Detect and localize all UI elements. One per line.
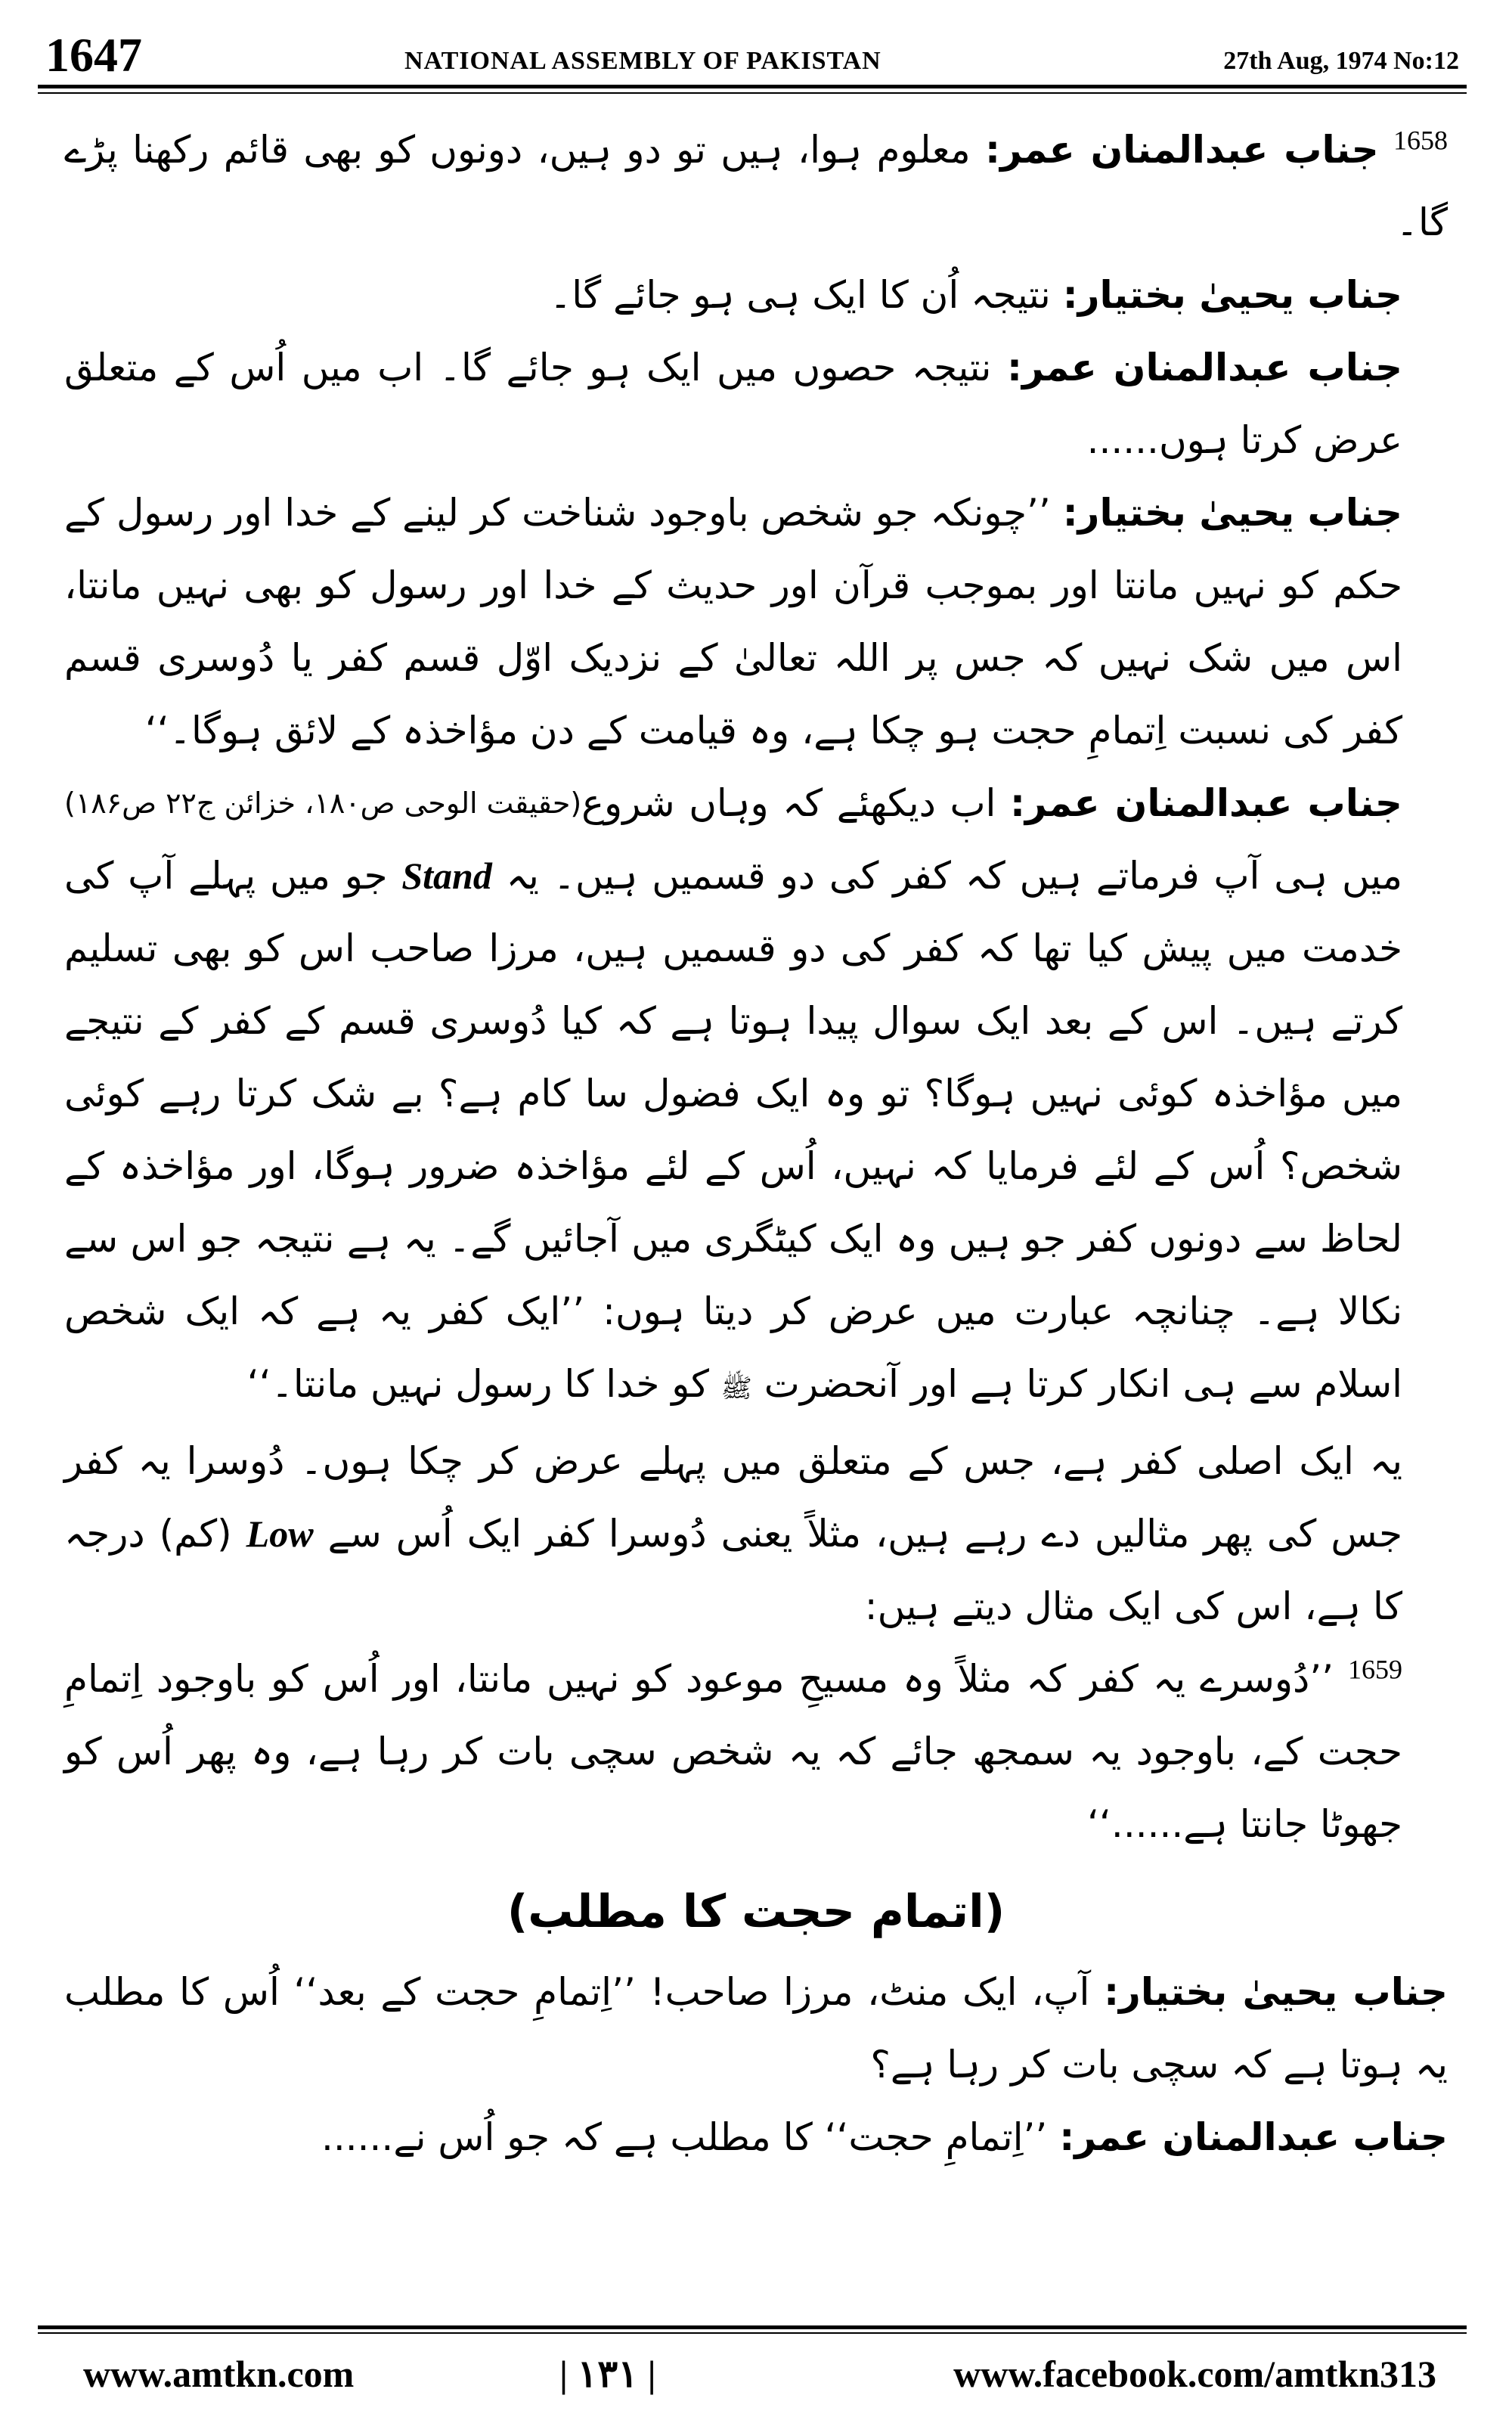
paragraph-text: معلوم ہوا، ہیں تو دو ہیں، دونوں کو بھی قائم رکھنا پڑے گا۔ (64, 128, 1448, 244)
paragraph-text: اب دیکھئے کہ وہاں شروع میں ہی آپ فرماتے ہیں کہ کفر کی دو قسمیں ہیں۔ یہ (506, 781, 1402, 898)
section-title: (اتمام حجت کا مطلب) (507, 1885, 1005, 1938)
speaker-name: جناب عبدالمنان عمر: (1007, 346, 1403, 389)
footnote-ref: 1658 (1393, 125, 1448, 156)
paragraph-text: جو میں پہلے آپ کی خدمت میں پیش کیا تھا کہ کفر کی دو قسمیں ہیں، مرزا صاحب اس کو بھی تسلیم کرتے ہیں۔ اس کے بعد ایک سوال پیدا ہوتا ہے کہ کیا دُوسری قسم کے کفر کے نتیجے میں مؤاخذہ کوئی نہیں ہوگا؟ تو وہ ایک فضول سا کام ہے؟ بے شک کرتا رہے کوئی شخص؟ اُس کے لئے فرمایا کہ نہیں، اُس کے لئے مؤاخذہ ضرور ہوگا، اور مؤاخذہ کے لحاظ سے دونوں کفر جو ہیں وہ ایک کیٹگری میں آجائیں گے۔ یہ ہے نتیجہ جو اس سے نکالا ہے۔ چنانچہ عبارت میں عرض کر دیتا ہوں: ’’ایک کفر یہ ہے کہ ایک شخص اسلام سے ہی انکار کرتا ہے اور آنحضرت (64, 854, 1402, 1406)
paragraph-6 (64, 1425, 1448, 1643)
paragraph-text: ’’اِتمامِ حجت‘‘ کا مطلب ہے کہ جو اُس نے...... (321, 2115, 1048, 2159)
paragraph-text: (کم) درجہ کا ہے، اس کی ایک مثال دیتے ہیں: (64, 1512, 1402, 1628)
paragraph-text: ’’دُوسرے یہ کفر کہ مثلاً وہ مسیحِ موعود کو نہیں مانتا، اور اُس کو باوجود اِتمامِ حجت کے، باوجود یہ سمجھ جائے کہ یہ شخص سچی بات کر رہا ہے، وہ پھر اُس کو جھوٹا جانتا ہے......‘‘ (64, 1657, 1402, 1846)
paragraph-text: نتیجہ اُن کا ایک ہی ہو جائے گا۔ (549, 273, 1051, 317)
paragraph-text: ’’چونکہ جو شخص باوجود شناخت کر لینے کے خدا اور رسول کے حکم کو نہیں مانتا اور بموجب قرآن اور حدیث کے خدا اور رسول کو بھی نہیں مانتا، اس میں شک نہیں کہ جس پر اللہ تعالیٰ کے نزدیک اوّل قسم کفر یا دُوسری قسم کفر کی نسبت اِتمامِ حجت ہو چکا ہے، وہ قیامت کے دن مؤاخذہ کے لائق ہوگا۔‘‘ (64, 491, 1402, 752)
speaker-name: جناب عبدالمنان عمر: (985, 128, 1379, 172)
english-term: Stand (401, 855, 492, 897)
header-rule-thin (38, 92, 1467, 94)
paragraph-9 (64, 2101, 1448, 2173)
page-header (38, 18, 1467, 86)
speaker-name: جناب یحییٰ بختیار: (1062, 273, 1402, 317)
english-term: Low (246, 1512, 314, 1555)
header-rule (38, 85, 1467, 88)
footer-page-number: | ۱۳۱ | (559, 2353, 656, 2395)
speaker-name: جناب یحییٰ بختیار: (1104, 1970, 1448, 2014)
speaker-name: جناب عبدالمنان عمر: (1009, 781, 1402, 825)
page-number: 1647 (45, 28, 142, 82)
facebook-link[interactable]: www.facebook.com/amtkn313 (953, 2353, 1436, 2395)
paragraph-text: آپ، ایک منٹ، مرزا صاحب! ’’اِتمامِ حجت کے بعد‘‘ اُس کا مطلب یہ ہوتا ہے کہ سچی بات کر رہا ہے؟ (64, 1970, 1448, 2086)
paragraph-text: کو خدا کا رسول نہیں مانتا۔‘‘ (246, 1362, 709, 1406)
footer-rule-thin (38, 2332, 1467, 2334)
paragraph-1 (64, 113, 1448, 259)
date-issue: 27th Aug, 1974 No:12 (1223, 47, 1459, 75)
paragraph-2 (64, 259, 1448, 331)
salutation-glyph: ﷺ (720, 1373, 752, 1404)
footer-rule (38, 2325, 1467, 2329)
paragraph-7 (64, 1643, 1448, 1860)
page-body (64, 113, 1448, 2173)
running-head: NATIONAL ASSEMBLY OF PAKISTAN (404, 47, 881, 75)
speaker-name: جناب یحییٰ بختیار: (1062, 491, 1402, 535)
website-link[interactable]: www.amtkn.com (83, 2353, 355, 2395)
footnote-ref: 1659 (1348, 1654, 1402, 1685)
citation: (حقیقت الوحی ص۱۸۰، خزائن ج۲۲ ص۱۸۶) (64, 786, 582, 820)
paragraph-3 (64, 331, 1448, 476)
paragraph-5 (64, 767, 1448, 1425)
paragraph-text: نتیجہ حصوں میں ایک ہو جائے گا۔ اب میں اُس کے متعلق عرض کرتا ہوں...... (64, 346, 1402, 462)
speaker-name: جناب عبدالمنان عمر: (1059, 2115, 1448, 2159)
paragraph-text: یہ ایک اصلی کفر ہے، جس کے متعلق میں پہلے عرض کر چکا ہوں۔ دُوسرا یہ کفر جس کی پھر مثالیں دے رہے ہیں، مثلاً یعنی دُوسرا کفر ایک اُس سے (64, 1439, 1402, 1556)
page-footer (38, 2344, 1467, 2405)
paragraph-8 (64, 1956, 1448, 2101)
